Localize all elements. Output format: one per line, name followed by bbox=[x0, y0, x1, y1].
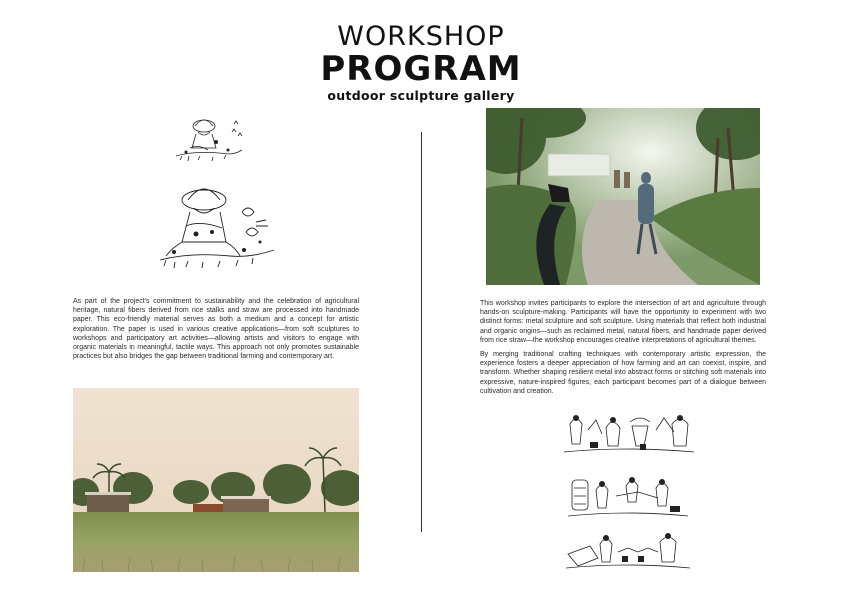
left-paragraph bbox=[73, 297, 359, 366]
page-header bbox=[0, 22, 842, 104]
column-divider bbox=[421, 132, 422, 532]
page-title-line2: PROGRAM bbox=[320, 49, 522, 89]
sketch-workshop-scene-2 bbox=[566, 466, 690, 522]
page-subtitle: outdoor sculpture gallery bbox=[327, 88, 515, 103]
sketch-small-farmer bbox=[168, 112, 248, 167]
right-paragraphs bbox=[480, 299, 766, 401]
sketch-workshop-scene-3 bbox=[564, 524, 692, 574]
sketch-workshop-scene-1 bbox=[560, 404, 700, 464]
rice-paper-paragraph: As part of the project's commitment to sustainability and the celebration of agricultural heritage, natural fibers derived from rice stalks and straw are processed into handmade paper. This eco-friendly material serves as both a medium and a concept for artistic exploration. The paper is used in various creative applications—from soft sculptures to workshops and participatory art activities—allowing artists and visitors to engage with organic materials in meaningful, tactile ways. This approach not only promotes sustainable practices but also bridges the gap between traditional farming and contemporary art. bbox=[73, 298, 359, 361]
garden-path-photo bbox=[486, 108, 760, 285]
gallery-field-photo bbox=[73, 388, 359, 572]
sketch-large-farmer bbox=[156, 182, 276, 274]
workshop-intro-paragraph: This workshop invites participants to explore the intersection of art and agriculture through hands-on sculpture-making. Participants will have the opportunity to experiment with two distinct forms: metal sculpture and soft sculpture. Using materials that reflect both industrial and organic origins—such as reclaimed metal, natural fibers, and handmade paper derived from rice straw—the workshop encourages creative interpretations of agricultural themes. bbox=[480, 300, 766, 344]
page-title-line1: WORKSHOP bbox=[337, 21, 505, 52]
workshop-merging-paragraph: By merging traditional crafting techniques with contemporary artistic expression, the experience fosters a deeper appreciation of how farming and art can coexist, inspire, and transform. Whether shaping resilient metal into abstract forms or stitching soft materials into expressive, nature-inspired figures, each participant becomes part of a dialogue between cultivation and creation. bbox=[480, 351, 766, 395]
